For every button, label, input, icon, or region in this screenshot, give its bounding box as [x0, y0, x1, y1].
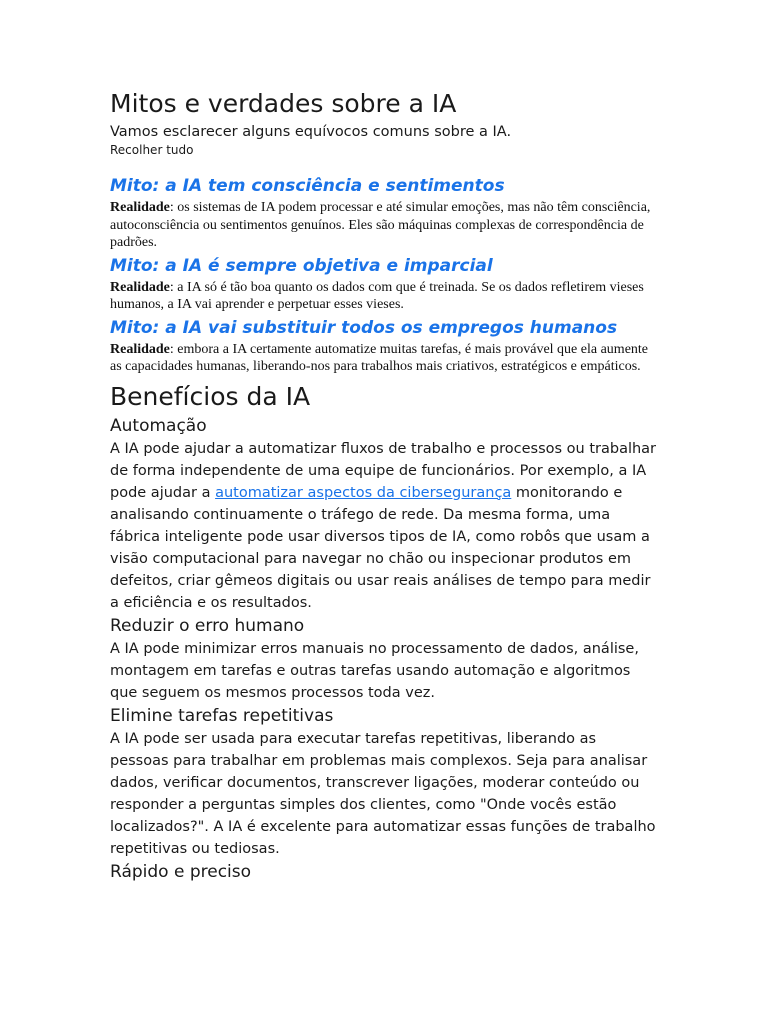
automation-heading: Automação [110, 415, 207, 436]
myth-title[interactable]: Mito: a IA vai substituir todos os empregos humanos [110, 317, 618, 338]
cybersecurity-link[interactable]: automatizar aspectos da cibersegurança [215, 484, 512, 501]
myth-item[interactable] [110, 316, 658, 376]
myth-item[interactable] [110, 254, 658, 314]
myth-reality-text: Realidade: os sistemas de IA podem processar e até simular emoções, mas não têm consciência, autoconsciência ou sentimentos genuínos. Eles são máquinas complexas de correspondência de padrões. [110, 200, 651, 250]
page-subtitle: Vamos esclarecer alguns equívocos comuns sobre a IA. [110, 124, 512, 140]
myth-reality-text: Realidade: a IA só é tão boa quanto os dados com que é treinada. Se os dados refletirem vieses humanos, a IA vai aprender e perpetuar esses vieses. [110, 279, 644, 312]
myth-reality-text: Realidade: embora a IA certamente automatize muitas tarefas, é mais provável que ela aumente as capacidades humanas, liberando-nos para trabalhos mais criativos, estratégicos e empáticos. [110, 341, 649, 374]
automation-paragraph: A IA pode ajudar a automatizar fluxos de trabalho e processos ou trabalhar de forma independente de uma equipe de funcionários. Por exemplo, a IA pode ajudar a automatizar aspectos da cibersegurança monitorando e analisando continuamente o tráfego de rede. Da mesma forma, uma fábrica inteligente pode usar diversos tipos de IA, como robôs que usam a visão computacional para navegar no chão ou inspecionar produtos em defeitos, criar gêmeos digitais ou usar reais análises de tempo para medir a eficiência e os resultados. [110, 440, 657, 611]
repetitive-tasks-paragraph: A IA pode ser usada para executar tarefas repetitivas, liberando as pessoas para trabalhar em problemas mais complexos. Seja para analisar dados, verificar documentos, transcrever ligações, moderar conteúdo ou responder a perguntas simples dos clientes, como "Onde vocês estão localizados?". A IA é excelente para automatizar essas funções de trabalho repetitivas ou tediosas. [110, 730, 656, 857]
reality-label: Realidade [110, 341, 170, 357]
collapse-all-button[interactable]: Recolher tudo [110, 143, 194, 157]
reality-label: Realidade [110, 279, 170, 295]
benefits-heading: Benefícios da IA [110, 381, 311, 411]
human-error-heading: Reduzir o erro humano [110, 615, 305, 636]
myth-title[interactable]: Mito: a IA é sempre objetiva e imparcial [110, 255, 493, 276]
human-error-paragraph: A IA pode minimizar erros manuais no processamento de dados, análise, montagem em tarefas e outras tarefas usando automação e algoritmos que seguem os mesmos processos toda vez. [110, 640, 639, 701]
fast-accurate-heading: Rápido e preciso [110, 861, 252, 882]
reality-label: Realidade [110, 200, 170, 215]
page-title: Mitos e verdades sobre a IA [110, 89, 457, 118]
myth-title[interactable]: Mito: a IA tem consciência e sentimentos [110, 176, 505, 196]
myth-item[interactable] [110, 174, 658, 252]
repetitive-tasks-heading: Elimine tarefas repetitivas [110, 705, 334, 726]
